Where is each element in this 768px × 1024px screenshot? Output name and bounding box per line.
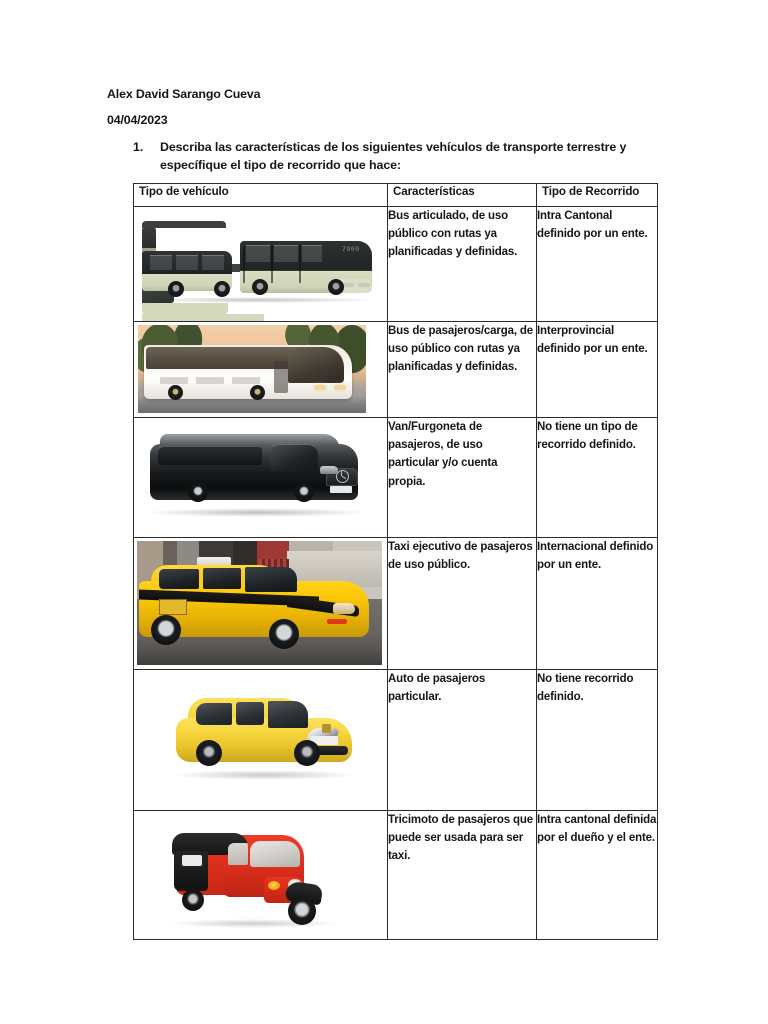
route-cell: No tiene un tipo de recorrido definido.	[537, 418, 658, 538]
mercedes-star-icon	[336, 470, 349, 483]
table-row	[134, 538, 658, 670]
vehicle-image-cell	[134, 418, 388, 538]
column-header-vehicle: Tipo de vehículo	[134, 184, 388, 207]
articulated-bus-photo	[134, 207, 387, 321]
task-number: 1.	[133, 140, 144, 154]
route-cell: No tiene recorrido definido.	[537, 670, 658, 811]
vehicles-table	[133, 183, 658, 940]
column-header-characteristics: Características	[388, 184, 537, 207]
vehicle-image-cell	[134, 670, 388, 811]
compact-car-photo	[134, 670, 387, 810]
characteristics-cell: Taxi ejecutivo de pasajeros de uso público.	[388, 538, 537, 670]
vehicle-image-cell	[134, 207, 388, 322]
author-name: Alex David Sarango Cueva	[107, 87, 261, 101]
table-row	[134, 811, 658, 940]
table-row	[134, 207, 658, 322]
task-list	[133, 139, 645, 174]
route-cell: Internacional definido por un ente.	[537, 538, 658, 670]
bus-number-label: 7900	[342, 246, 360, 253]
table-row	[134, 418, 658, 538]
characteristics-cell: Tricimoto de pasajeros que puede ser usada para ser taxi.	[388, 811, 537, 940]
characteristics-cell: Bus articulado, de uso público con rutas ya planificadas y definidas.	[388, 207, 537, 322]
table-header-row	[134, 184, 658, 207]
passenger-van-photo	[134, 418, 387, 537]
characteristics-cell: Auto de pasajeros particular.	[388, 670, 537, 811]
coach-bus-photo	[134, 322, 387, 417]
table-row	[134, 322, 658, 418]
route-cell: Intra cantonal definida por el dueño y el ente.	[537, 811, 658, 940]
vehicle-image-cell	[134, 538, 388, 670]
taxi-photo	[134, 538, 387, 669]
characteristics-cell: Van/Furgoneta de pasajeros, de uso particular y/o cuenta propia.	[388, 418, 537, 538]
column-header-route: Tipo de Recorrido	[537, 184, 658, 207]
tricimoto-photo	[134, 811, 387, 939]
vehicle-image-cell	[134, 322, 388, 418]
table-row	[134, 670, 658, 811]
route-cell: Intra Cantonal definido por un ente.	[537, 207, 658, 322]
task-text: Describa las características de los siguientes vehículos de transporte terrestre y específique el tipo de recorrido que hace:	[160, 140, 627, 172]
characteristics-cell: Bus de pasajeros/carga, de uso público con rutas ya planificadas y definidas.	[388, 322, 537, 418]
route-cell: Interprovincial definido por un ente.	[537, 322, 658, 418]
document-date: 04/04/2023	[107, 113, 168, 127]
vehicle-image-cell	[134, 811, 388, 940]
task-item-1	[133, 139, 645, 174]
